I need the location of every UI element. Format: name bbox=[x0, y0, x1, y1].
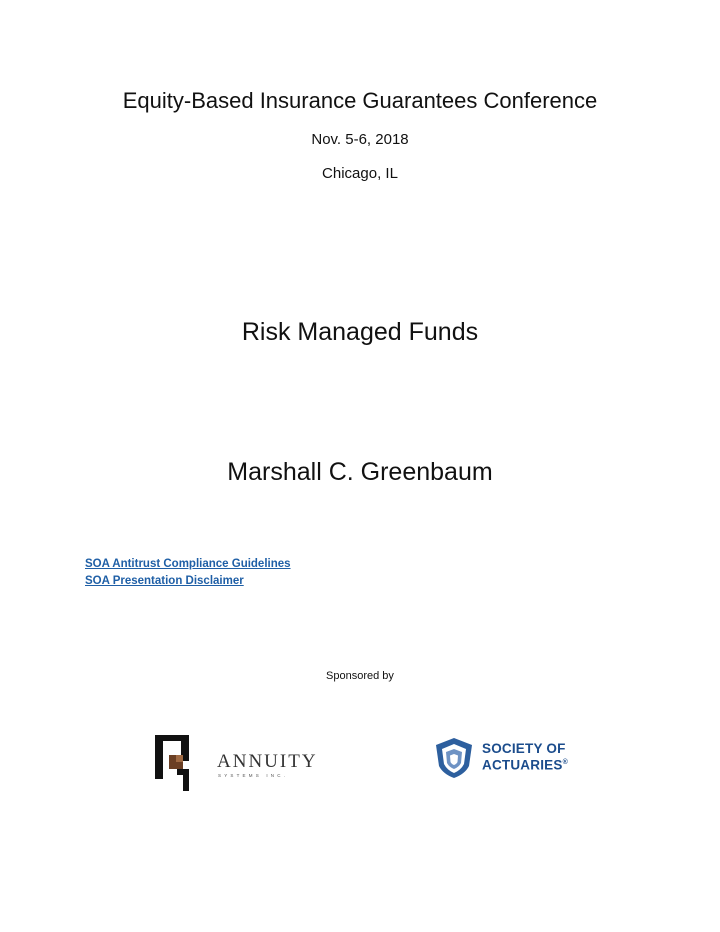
annuity-tagline: SYSTEMS INC. bbox=[218, 773, 289, 778]
soa-shield-icon bbox=[432, 736, 476, 780]
conference-location: Chicago, IL bbox=[322, 165, 398, 182]
antitrust-guidelines-link[interactable]: SOA Antitrust Compliance Guidelines bbox=[85, 558, 291, 570]
annuity-wordmark: ANNUITY bbox=[217, 751, 318, 772]
soa-line-2-text: ACTUARIES bbox=[482, 757, 563, 773]
speaker-name: Marshall C. Greenbaum bbox=[227, 458, 493, 486]
soa-registered-mark: ® bbox=[562, 759, 568, 766]
conference-title: Equity-Based Insurance Guarantees Conference bbox=[122, 88, 598, 113]
soa-line-1: SOCIETY OF bbox=[482, 741, 566, 756]
session-title: Risk Managed Funds bbox=[241, 318, 479, 346]
conference-date: Nov. 5-6, 2018 bbox=[311, 131, 409, 148]
soa-line-2 bbox=[482, 756, 568, 773]
annuity-logo-mark-icon bbox=[155, 735, 215, 793]
annuity-systems-logo bbox=[155, 735, 318, 793]
soa-wordmark bbox=[482, 742, 568, 773]
society-of-actuaries-logo bbox=[432, 736, 572, 782]
sponsored-by-label: Sponsored by bbox=[326, 670, 394, 682]
presentation-disclaimer-link[interactable]: SOA Presentation Disclaimer bbox=[85, 575, 244, 587]
compliance-links bbox=[85, 556, 291, 590]
